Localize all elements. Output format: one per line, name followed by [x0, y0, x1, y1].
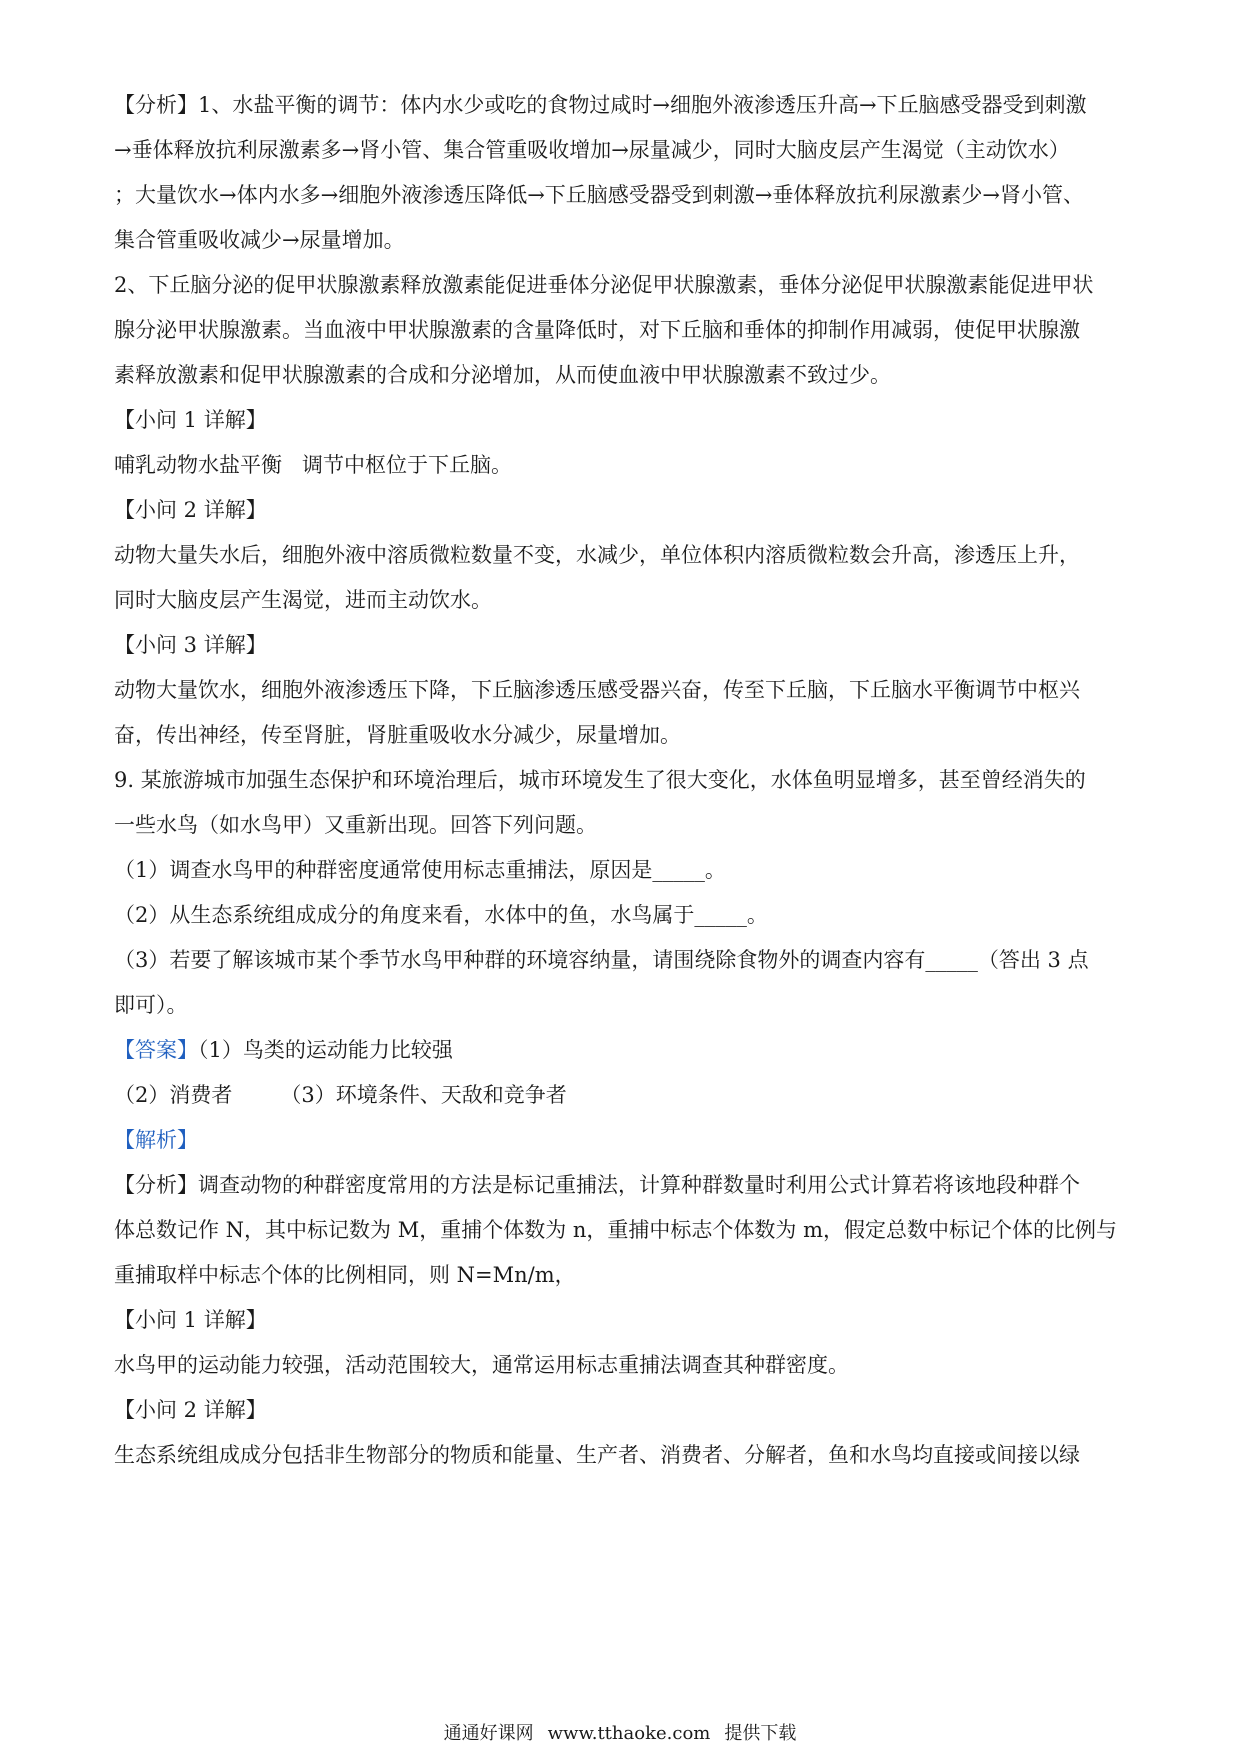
- q9-sub1-heading: 【小问 1 详解】: [114, 1308, 267, 1332]
- q9-stem-line-1: 9. 某旅游城市加强生态保护和环境治理后，城市环境发生了很大变化，水体鱼明显增多，甚至曾经消失的: [114, 768, 1086, 792]
- q9-part-3-line-2: 即可）。: [114, 993, 188, 1017]
- q9-sub2-heading: 【小问 2 详解】: [114, 1398, 267, 1422]
- q8-sub1-text: [114, 450, 1144, 480]
- q9-part-2: （2）从生态系统组成成分的角度来看，水体中的鱼，水鸟属于_____。: [114, 903, 768, 927]
- q8-sub2-heading: 【小问 2 详解】: [114, 498, 267, 522]
- q9-answer-line-2: [114, 1080, 1144, 1110]
- q9-analysis-line-1: 【分析】调查动物的种群密度常用的方法是标记重捕法，计算种群数量时利用公式计算若将该地段种群个: [114, 1173, 1080, 1197]
- q9-sub1-text: 水鸟甲的运动能力较强，活动范围较大，通常运用标志重捕法调查其种群密度。: [114, 1353, 849, 1377]
- answer-label: 【答案】: [114, 1038, 198, 1062]
- answer-1: （1）鸟类的运动能力比较强: [198, 1038, 453, 1062]
- analysis-line-1: 【分析】1、水盐平衡的调节：体内水少或吃的食物过咸时→细胞外液渗透压升高→下丘脑感受器受到刺激: [114, 93, 1087, 117]
- q9-answer-line-1: [114, 1035, 1144, 1065]
- q8-sub3-line-2: 奋，传出神经，传至肾脏，肾脏重吸收水分减少，尿量增加。: [114, 723, 681, 747]
- q9-part-3-line-1: （3）若要了解该城市某个季节水鸟甲种群的环境容纳量，请围绕除食物外的调查内容有_____（答出 3 点: [114, 948, 1089, 972]
- q9-sub2-text: 生态系统组成成分包括非生物部分的物质和能量、生产者、消费者、分解者，鱼和水鸟均直接或间接以绿: [114, 1443, 1080, 1467]
- q8-sub2-line-1: 动物大量失水后，细胞外液中溶质微粒数量不变，水减少，单位体积内溶质微粒数会升高，渗透压上升，: [114, 543, 1080, 567]
- analysis-line-5: 2、下丘脑分泌的促甲状腺激素释放激素能促进垂体分泌促甲状腺激素，垂体分泌促甲状腺激素能促进甲状: [114, 273, 1094, 297]
- jiexi-label: 【解析】: [114, 1128, 198, 1152]
- q9-analysis-line-2: 体总数记作 N，其中标记数为 M，重捕个体数为 n，重捕中标志个体数为 m，假定总数中标记个体的比例与: [114, 1218, 1118, 1242]
- q8-sub3-line-1: 动物大量饮水，细胞外液渗透压下降，下丘脑渗透压感受器兴奋，传至下丘脑，下丘脑水平衡调节中枢兴: [114, 678, 1080, 702]
- analysis-line-2: →垂体释放抗利尿激素多→肾小管、集合管重吸收增加→尿量减少，同时大脑皮层产生渴觉（主动饮水）: [114, 138, 1070, 162]
- page-footer: [0, 1722, 1240, 1746]
- footer-tagline: 提供下载: [724, 1723, 797, 1744]
- answer-2: （2）消费者: [114, 1083, 233, 1107]
- q9-analysis-line-3: 重捕取样中标志个体的比例相同，则 N=Mn/m，: [114, 1263, 576, 1287]
- q8-sub2-line-2: 同时大脑皮层产生渴觉，进而主动饮水。: [114, 588, 492, 612]
- q8-sub3-heading: 【小问 3 详解】: [114, 633, 267, 657]
- answer-3: （3）环境条件、天敌和竞争者: [280, 1083, 567, 1107]
- footer-site-name: 通通好课网: [443, 1723, 534, 1744]
- footer-site-url[interactable]: www.tthaoke.com: [547, 1723, 711, 1744]
- q8-sub1-text-b: 调节中枢位于下丘脑。: [302, 453, 512, 477]
- analysis-line-4: 集合管重吸收减少→尿量增加。: [114, 228, 405, 252]
- q8-sub1-heading: 【小问 1 详解】: [114, 408, 267, 432]
- analysis-line-7: 素释放激素和促甲状腺激素的合成和分泌增加，从而使血液中甲状腺激素不致过少。: [114, 363, 891, 387]
- q9-stem-line-2: 一些水鸟（如水鸟甲）又重新出现。回答下列问题。: [114, 813, 597, 837]
- q8-sub1-text-a: 哺乳动物水盐平衡: [114, 453, 282, 477]
- analysis-line-3: ；大量饮水→体内水多→细胞外液渗透压降低→下丘脑感受器受到刺激→垂体释放抗利尿激素少→肾小管、: [114, 183, 1084, 207]
- analysis-line-6: 腺分泌甲状腺激素。当血液中甲状腺激素的含量降低时，对下丘脑和垂体的抑制作用减弱，使促甲状腺激: [114, 318, 1080, 342]
- q9-part-1: （1）调查水鸟甲的种群密度通常使用标志重捕法，原因是_____。: [114, 858, 726, 882]
